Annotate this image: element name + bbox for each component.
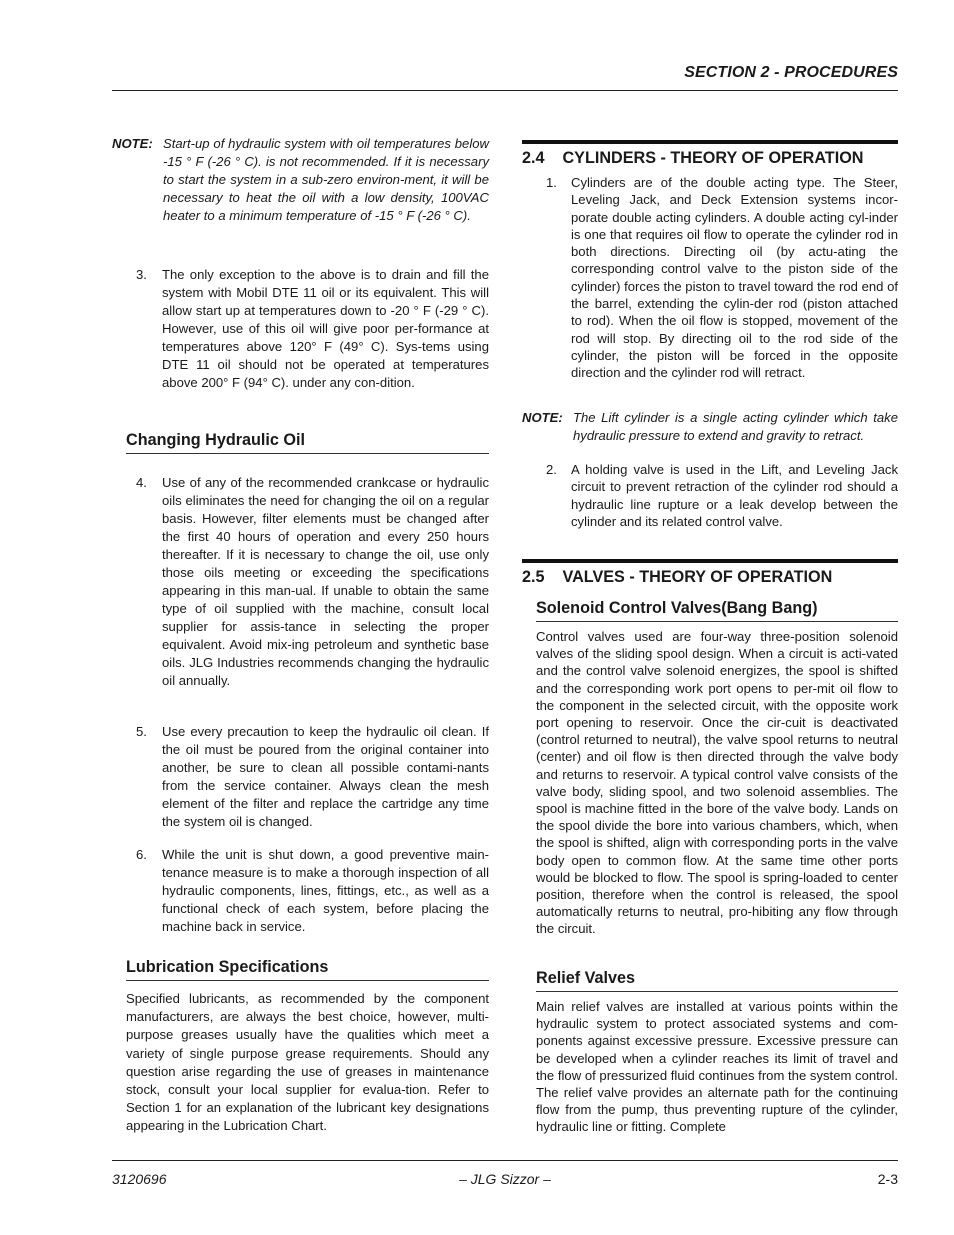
note-text: Start-up of hydraulic system with oil temperatures below -15 ° F (-26 ° C). is not recommended. If it is necessary to start the system in a sub-zero environ-ment, it will be necessary to heat the oil with a low density, 100VAC heater to a minimum temperature of -15 ° F (-26 ° C). — [163, 136, 489, 223]
footer-title: – JLG Sizzor – — [459, 1171, 551, 1187]
lubrication-paragraph: Specified lubricants, as recommended by the component manufacturers, are always the best choice, however, multi-purpose greases usually have the qualities which meet a variety of single purpose grease requirements. Should any question arise regarding the use of greases in maintenance stock, consult your local supplier for evalua-tion. Refer to Section 1 for an explanation of the lubricant key designations appearing in the Lubrication Chart. — [126, 991, 489, 1134]
list-number: 1. — [546, 175, 557, 190]
heading-solenoid-control-valves: Solenoid Control Valves(Bang Bang) — [536, 599, 898, 622]
note-text: The Lift cylinder is a single acting cylinder which take hydraulic pressure to extend and gravity to retract. — [573, 410, 898, 443]
heading-relief-valves: Relief Valves — [536, 969, 898, 992]
heading-lubrication-specifications: Lubrication Specifications — [126, 958, 489, 981]
page-footer — [112, 1160, 898, 1201]
list-item-5 — [136, 723, 489, 831]
right-note — [522, 409, 898, 445]
heading-valves-theory — [522, 559, 898, 587]
heading-cylinders-text: 2.4 CYLINDERS - THEORY OF OPERATION — [522, 149, 864, 167]
cylinder-item-2 — [546, 461, 898, 530]
list-text: The only exception to the above is to drain and fill the system with Mobil DTE 11 oil or its equivalent. This will allow start up at temperatures down to -20 ° F (-29 ° C). However, use of this oil will give poor per-formance at temperatures above 120° F (49° C). Sys-tems using DTE 11 oil should not be operated at temperatures above 200° F (94° C). under any con-dition. — [162, 267, 489, 390]
heading-changing-hydraulic-oil: Changing Hydraulic Oil — [126, 431, 489, 454]
list-number: 6. — [136, 847, 147, 862]
list-number: 5. — [136, 724, 147, 739]
heading-valves-text: 2.5 VALVES - THEORY OF OPERATION — [522, 568, 833, 586]
relief-paragraph: Main relief valves are installed at various points within the hydraulic system to protect associated systems and com-ponents against excessive pressure. Excessive pressure can be developed when a cylinder reaches its limit of travel and the flow of pressurized fluid continues from the system control. The relief valve provides an alternate path for the continuing flow from the pump, thus preventing rupture of the cylinder, hydraulic line or fitting. Complete — [536, 999, 898, 1135]
list-number: 4. — [136, 475, 147, 490]
left-note — [112, 135, 489, 225]
page-header — [112, 64, 898, 91]
note-label: NOTE: — [112, 136, 153, 151]
list-number: 3. — [136, 267, 147, 282]
list-text: Use every precaution to keep the hydraulic oil clean. If the oil must be poured from the original container into another, be sure to clean all possible contami-nants from the service container. Always clean the mesh element of the filter and replace the cartridge any time the system oil is changed. — [162, 724, 489, 829]
note-label: NOTE: — [522, 410, 563, 425]
list-text: Use of any of the recommended crankcase or hydraulic oils eliminates the need for changing the oil on a regular basis. However, filter elements must be changed after the first 40 hours of operation and every 250 hours thereafter. If it is necessary to change the oil, use only those oils meeting or exceeding the specifications appearing in this man-ual. If unable to obtain the same type of oil supplied with the machine, consult local supplier for assis-tance in selecting the proper equivalent. Avoid mix-ing petroleum and synthetic base oils. JLG Industries recommends changing the hydraulic oil annually. — [162, 475, 489, 688]
list-text: Cylinders are of the double acting type. The Steer, Leveling Jack, and Deck Extension systems incor-porate double acting cylinders. A double acting cyl-inder is one that requires oil flow to operate the cylinder rod in both directions. Directing oil (by actu-ating the corresponding control valve to the piston side of the cylinder) forces the piston to travel toward the rod end of the barrel, extending the cylin-der rod (piston attached to rod). When the oil flow is stopped, movement of the rod will stop. By directing oil to the rod side of the cylinder, the piston will be forced in the opposite direction and the cylinder rod will retract. — [571, 175, 898, 381]
list-text: A holding valve is used in the Lift, and Leveling Jack circuit to prevent retraction of the cylinder rod should a hydraulic line rupture or a leak develop between the cylinder and its related control valve. — [571, 462, 898, 529]
list-number: 2. — [546, 462, 557, 477]
heading-cylinders-theory — [522, 140, 898, 168]
solenoid-paragraph: Control valves used are four-way three-position solenoid valves of the sliding spool design. When a circuit is acti-vated and the control valve solenoid energizes, the spool is shifted and the corresponding work port opens to per-mit oil flow to the component in the selected circuit, with the opposite work port opening to reservoir. Once the cir-cuit is deactivated (control returned to neutral), the valve spool returns to neutral (center) and oil flow is then directed through the valve body and returns to reservoir. A typical control valve consists of the valve body, sliding spool, and two solenoid assemblies. The spool is machine fitted in the bore of the valve body. Lands on the spool divide the bore into various chambers, which, when the spool is shifted, align with corresponding ports in the valve body open to common flow. At the same time other ports would be blocked to flow. The spool is spring-loaded to center position, therefore when the control is released, the spool automatically returns to neutral, pro-hibiting any flow through the circuit. — [536, 629, 898, 937]
list-item-4 — [136, 474, 489, 690]
list-text: While the unit is shut down, a good preventive main-tenance measure is to make a thorough inspection of all hydraulic components, lines, fittings, etc., as well as a functional check of each system, before placing the machine back in service. — [162, 847, 489, 934]
cylinder-item-1 — [546, 174, 898, 382]
page-number: 2-3 — [877, 1171, 898, 1187]
section-title: SECTION 2 - PROCEDURES — [684, 64, 898, 81]
list-item-3 — [136, 266, 489, 392]
list-item-6 — [136, 846, 489, 936]
document-number: 3120696 — [112, 1171, 167, 1187]
